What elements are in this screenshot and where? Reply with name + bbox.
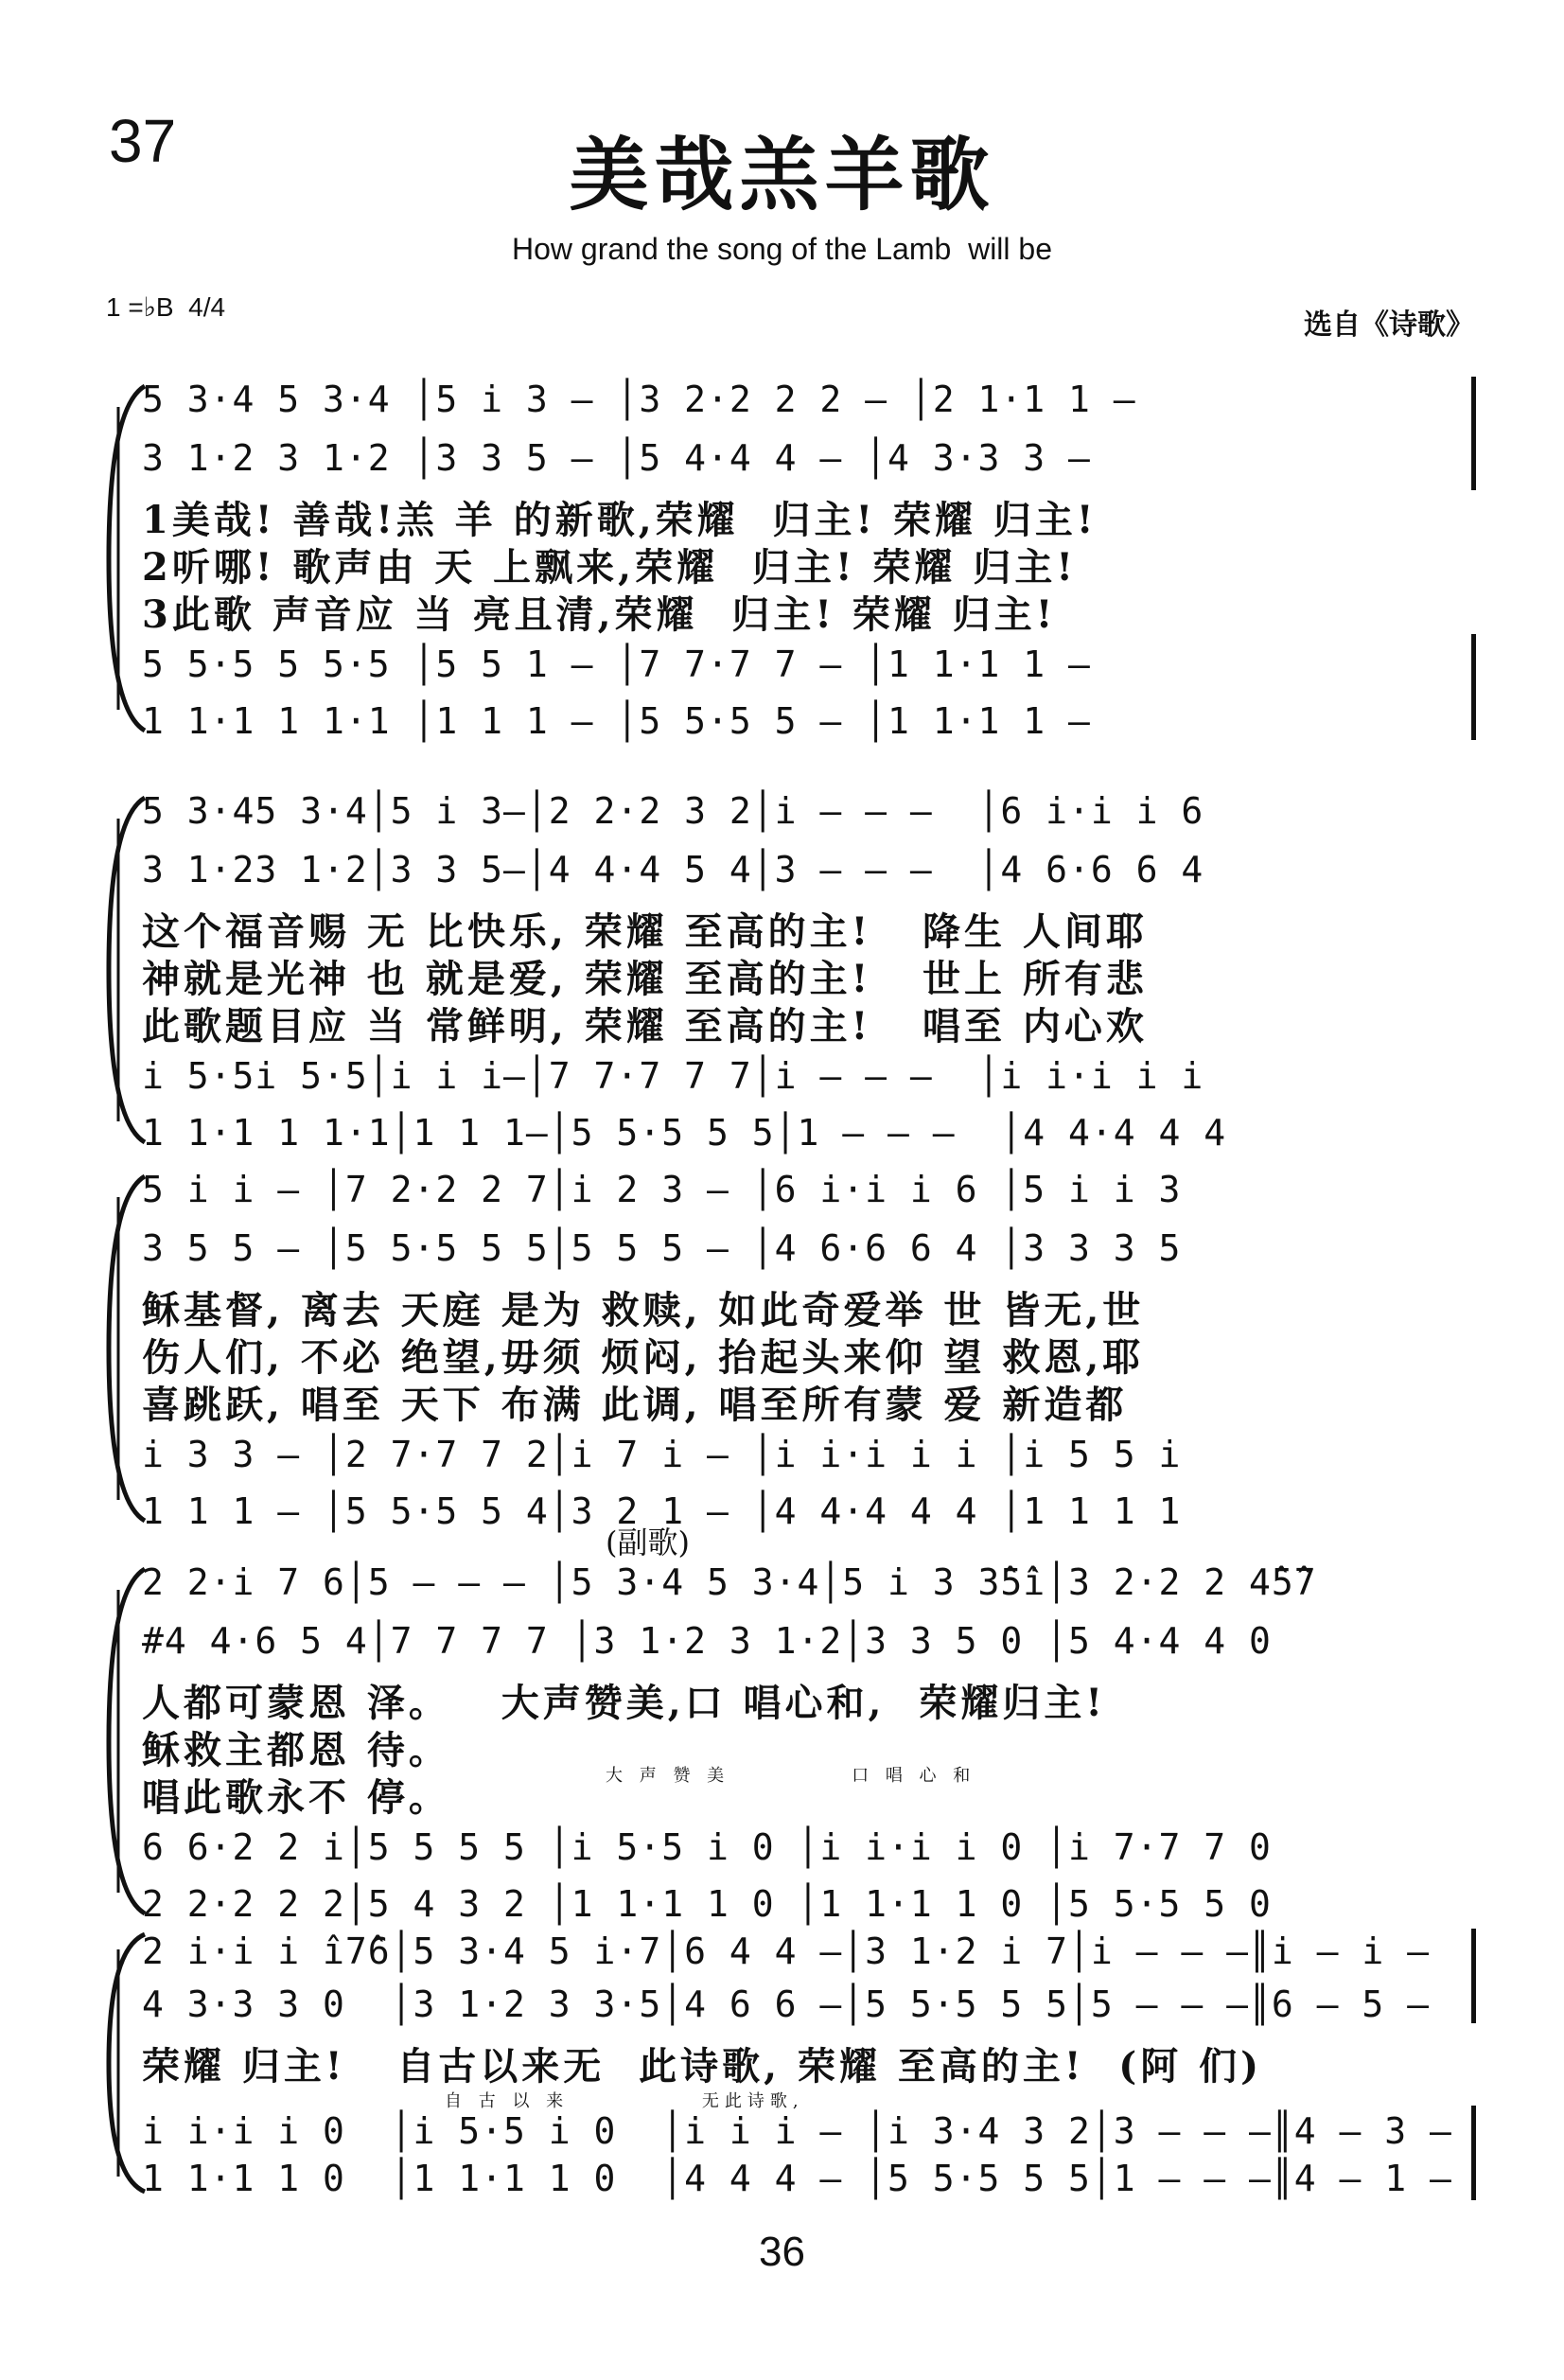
refrain-label: (副歌) (606, 1525, 690, 1560)
end-barline (1471, 634, 1476, 740)
hymn-number: 37 (109, 107, 177, 175)
key-signature: 1 =♭B 4/4 (106, 292, 226, 322)
bass-line: 1 1·1 1 0 │1 1·1 1 0 │4 4 4 – │5 5·5 5 5│1 – – –║4 – 1 – (142, 2158, 1452, 2199)
bass-line: 1 1·1 1 1·1│1 1 1–│5 5·5 5 5│1 – – – │4 4·4 4 4 (142, 1112, 1227, 1154)
alto-line: 3 1·23 1·2│3 3 5–│4 4·4 5 4│3 – – – │4 6·6 6 4 (142, 849, 1204, 890)
tenor-line: i i·i i 0 │i 5·5 i 0 │i i i – │i 3·4 3 2│3 – – –║4 – 3 – (142, 2110, 1452, 2152)
soprano-line: 5 3·4 5 3·4 │5 i 3 – │3 2·2 2 2 – │2 1·1 1 – (142, 379, 1136, 420)
soprano-line: 5 3·45 3·4│5 i 3–│2 2·2 3 2│i – – – │6 i·i i 6 (142, 790, 1204, 832)
final-barline (1471, 2106, 1476, 2200)
echo-lyric: 自 古 以 来 无此诗歌, (445, 2091, 804, 2111)
lyric-verse-2: 神就是光神 也 就是爱, 荣耀 至高的主! 世上 所有悲 (142, 957, 1148, 1001)
soprano-line: 2 i·i i î7̂6│5 3·4 5 i·7│6 4 4 –│3 1·2 i 7│i – – –║i – i – (142, 1930, 1431, 1972)
lyric-verse-3: 此歌题目应 当 常鲜明, 荣耀 至高的主! 唱至 内心欢 (142, 1004, 1148, 1049)
final-barline (1471, 1929, 1476, 2023)
song-title: 美哉羔羊歌 (569, 128, 995, 221)
end-barline (1471, 377, 1476, 490)
system-brace (90, 781, 147, 1159)
alto-line: 3 1·2 3 1·2 │3 3 5 – │5 4·4 4 – │4 3·3 3 – (142, 437, 1091, 479)
lyric-verse-1: 稣基督, 离去 天庭 是为 救赎, 如此奇爱举 世 皆无,世 (142, 1288, 1145, 1332)
score-system-1 (0, 369, 1564, 748)
lyric-verse-2: 稣救主都恩 待。 (142, 1728, 450, 1772)
bass-line: 2 2·2 2 2│5 4 3 2 │1 1·1 1 0 │1 1·1 1 0 │5 5·5 5 0 (142, 1883, 1272, 1925)
score-system-4 (0, 1552, 1564, 1930)
tenor-line: 5 5·5 5 5·5 │5 5 1 – │7 7·7 7 – │1 1·1 1 – (142, 643, 1091, 685)
tenor-line: 6 6·2 2 i│5 5 5 5 │i 5·5 i 0 │i i·i i 0 │i 7·7 7 0 (142, 1826, 1272, 1868)
lyric-verse-3: 唱此歌永不 停。 (142, 1775, 450, 1820)
system-brace (90, 369, 147, 748)
lyric-verse-3: 3此歌 声音应 当 亮且清,荣耀 归主! 荣耀 归主! (142, 592, 1057, 637)
echo-lyric: 大 声 赞 美 口 唱 心 和 (606, 1766, 976, 1786)
source-credit: 选自《诗歌》 (1304, 309, 1474, 342)
score-system-2 (0, 781, 1564, 1159)
alto-line: 4 3·3 3 0 │3 1·2 3 3·5│4 6 6 –│5 5·5 5 5│5 – – –║6 – 5 – (142, 1983, 1431, 2025)
system-brace (90, 1552, 147, 1930)
soprano-line: 5 i i – │7 2·2 2 7│i 2 3 – │6 i·i i 6 │5 i i 3 (142, 1169, 1182, 1210)
score-system-3 (0, 1159, 1564, 1538)
system-brace (90, 1159, 147, 1538)
lyric-verse-2: 2听哪! 歌声由 天 上飘来,荣耀 归主! 荣耀 归主! (142, 545, 1077, 590)
tenor-line: i 3 3 – │2 7·7 7 2│i 7 i – │i i·i i i │i 5 5 i (142, 1434, 1182, 1475)
alto-line: #4 4·6 5 4│7 7 7 7 │3 1·2 3 1·2│3 3 5 0 │5 4·4 4 0 (142, 1620, 1272, 1662)
alto-line: 3 5 5 – │5 5·5 5 5│5 5 5 – │4 6·6 6 4 │3 3 3 5 (142, 1227, 1182, 1269)
lyric-verse-1: 人都可蒙恩 泽。 大声赞美,口 唱心和, 荣耀归主! (142, 1681, 1106, 1725)
song-subtitle: How grand the song of the Lamb will be (512, 232, 1052, 266)
soprano-line: 2 2·i 7 6│5 – – – │5 3·4 5 3·4│5 i 3 3̂5̂i│3 2·2 2 4̂5̂7 (142, 1561, 1317, 1603)
bass-line: 1 1·1 1 1·1 │1 1 1 – │5 5·5 5 – │1 1·1 1 – (142, 700, 1091, 742)
page-number: 36 (759, 2229, 805, 2275)
score-system-5 (0, 1921, 1564, 2205)
tenor-line: i 5·5i 5·5│i i i–│7 7·7 7 7│i – – – │i i·i i i (142, 1055, 1204, 1097)
lyric-verse-2: 伤人们, 不必 绝望,毋须 烦闷, 抬起头来仰 望 救恩,耶 (142, 1335, 1145, 1380)
lyric-line: 荣耀 归主! 自古以来无 此诗歌, 荣耀 至高的主! (阿 们) (142, 2044, 1263, 2089)
bass-line: 1 1 1 – │5 5·5 5 4│3 2 1 – │4 4·4 4 4 │1 1 1 1 (142, 1490, 1182, 1532)
lyric-verse-3: 喜跳跃, 唱至 天下 布满 此调, 唱至所有蒙 爱 新造都 (142, 1383, 1128, 1427)
system-brace (90, 1921, 147, 2205)
lyric-verse-1: 这个福音赐 无 比快乐, 荣耀 至高的主! 降生 人间耶 (142, 909, 1148, 954)
lyric-verse-1: 1美哉! 善哉!羔 羊 的新歌,荣耀 归主! 荣耀 归主! (142, 498, 1098, 542)
